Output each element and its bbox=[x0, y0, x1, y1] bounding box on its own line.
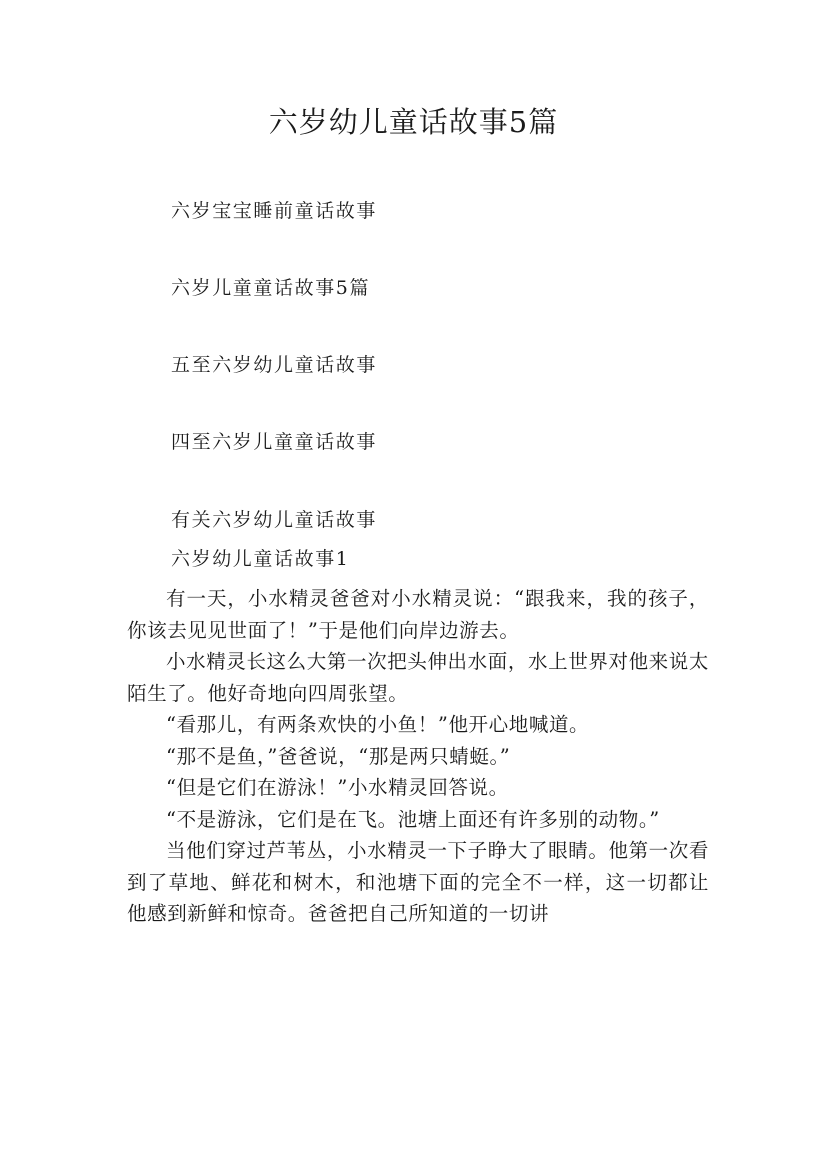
paragraph-4: “那不是鱼，”爸爸说，“那是两只蜻蜓。” bbox=[166, 744, 511, 768]
paragraph-7: 当他们穿过芦苇丛，小水精灵一下子睁大了眼睛。他第一次看到了草地、鲜花和树木，和池塘下面的完全不一样，这一切都让他感到新鲜和惊奇。爸爸把自己所知道的一切讲 bbox=[127, 839, 709, 925]
toc-item-5: 有关六岁幼儿童话故事 bbox=[171, 509, 378, 531]
toc-item-3: 五至六岁幼儿童话故事 bbox=[171, 354, 378, 376]
paragraph-3: “看那儿，有两条欢快的小鱼！”他开心地喊道。 bbox=[166, 713, 590, 736]
paragraph-1: 有一天，小水精灵爸爸对小水精灵说：“跟我来，我的孩子，你该去见见世面了！”于是他们向岸边游去。 bbox=[127, 587, 709, 642]
paragraph-6: “不是游泳，它们是在飞。池塘上面还有许多别的动物。” bbox=[166, 807, 660, 831]
paragraph-2: 小水精灵长这么大第一次把头伸出水面，水上世界对他来说太陌生了。他好奇地向四周张望。 bbox=[127, 650, 709, 705]
toc-item-2: 六岁儿童童话故事5篇 bbox=[171, 277, 371, 299]
toc-item-1: 六岁宝宝睡前童话故事 bbox=[171, 200, 378, 222]
document-title: 六岁幼儿童话故事5篇 bbox=[268, 105, 559, 139]
story-body bbox=[127, 583, 709, 930]
section-heading: 六岁幼儿童话故事1 bbox=[171, 548, 350, 570]
toc-item-4: 四至六岁儿童童话故事 bbox=[171, 431, 378, 453]
paragraph-5: “但是它们在游泳！”小水精灵回答说。 bbox=[166, 776, 509, 799]
